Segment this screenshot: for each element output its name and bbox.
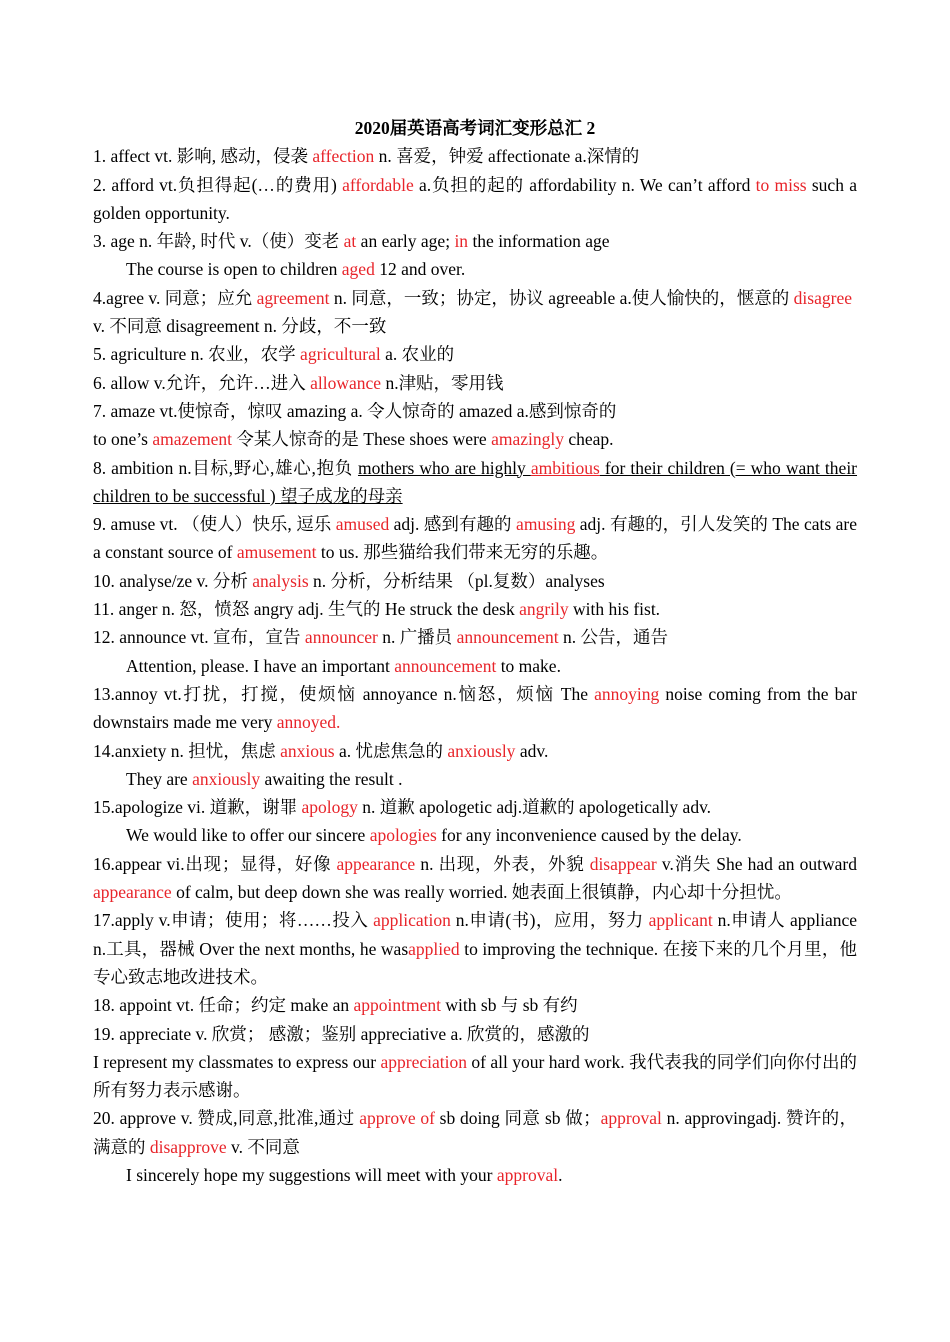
- text-segment: a. 忧虑焦急的: [334, 740, 448, 761]
- text-segment: n. 喜爱，钟爱 affectionate a.深情的: [374, 146, 640, 167]
- text-segment: awaiting the result .: [260, 768, 403, 789]
- text-line: [93, 765, 857, 793]
- text-line: [93, 255, 857, 283]
- document-title: 2020届英语高考词汇变形总汇 2: [354, 118, 596, 138]
- highlighted-word: disapprove: [149, 1136, 227, 1157]
- highlighted-word: apology: [301, 797, 358, 818]
- highlighted-word: appointment: [353, 995, 442, 1016]
- highlighted-word: disappear: [589, 853, 657, 874]
- highlighted-word: annoying: [594, 683, 660, 704]
- text-segment: 13.annoy vt.打扰，打搅，使烦恼 annoyance n.恼怒，烦恼 The: [93, 683, 595, 704]
- highlighted-word: approval: [600, 1108, 662, 1129]
- highlighted-word: appearance: [93, 882, 172, 903]
- text-line: [93, 171, 857, 228]
- highlighted-word: affection: [312, 146, 375, 167]
- text-segment: I represent my classmates to express our: [93, 1051, 381, 1072]
- text-segment: noise coming from the bar downstairs made me very: [93, 683, 857, 733]
- text-line: [93, 793, 857, 821]
- text-segment: They are: [126, 768, 193, 789]
- text-line: [93, 142, 857, 170]
- text-segment: a.负担的起的 affordability n. We can’t afford: [413, 174, 756, 195]
- text-line: [93, 284, 857, 341]
- text-line: [93, 454, 857, 511]
- text-segment: for their children (= who want their children to be successful ) 望子成龙的母亲: [93, 457, 858, 506]
- text-segment: 12. announce vt. 宣布，宣告: [93, 627, 305, 648]
- text-segment: a. 农业的: [380, 344, 455, 365]
- text-segment: v. 不同意: [226, 1136, 300, 1157]
- text-segment: 11. anger n. 怒，愤怒 angry adj. 生气的 He struck the desk: [93, 599, 520, 620]
- text-segment: adj. 有趣的，引人发笑的 The cats are a constant source of: [93, 514, 858, 563]
- text-segment: to improving the technique. 在接下来的几个月里，他专心致志地改进技术。: [93, 938, 857, 987]
- highlighted-word: amusement: [236, 542, 317, 563]
- text-line: [93, 227, 857, 255]
- highlighted-word: angrily: [519, 599, 569, 620]
- text-segment: 1. affect vt. 影响, 感动，侵袭: [93, 146, 313, 167]
- text-line: [93, 567, 857, 595]
- text-segment: 8. ambition n.目标,野心,雄心,抱负: [93, 457, 358, 478]
- text-line: [93, 425, 857, 453]
- text-line: [93, 991, 857, 1019]
- document-page: [93, 114, 857, 1189]
- highlighted-word: application: [373, 910, 451, 931]
- text-segment: to one’s: [93, 429, 153, 450]
- text-line: [93, 652, 857, 680]
- text-segment: adj. 感到有趣的: [389, 514, 517, 535]
- highlighted-word: amusing: [516, 514, 576, 535]
- text-segment: v.消失 She had an outward: [656, 853, 857, 874]
- text-segment: .: [558, 1164, 563, 1185]
- highlighted-word: in: [454, 231, 469, 252]
- text-line: [93, 850, 857, 907]
- highlighted-word: agricultural: [300, 344, 381, 365]
- highlighted-word: approval: [496, 1164, 559, 1185]
- text-line: [93, 397, 857, 425]
- text-line: [93, 623, 857, 651]
- highlighted-word: amazingly: [491, 429, 564, 450]
- text-line: [93, 369, 857, 397]
- text-segment: an early age;: [356, 231, 455, 252]
- highlighted-word: ambitious: [530, 457, 600, 478]
- highlighted-word: disagree: [793, 287, 852, 308]
- highlighted-word: appearance: [336, 853, 416, 874]
- highlighted-word: appreciation: [380, 1051, 467, 1072]
- text-line: [93, 737, 857, 765]
- text-segment: of all your hard work. 我代表我的同学们向你付出的所有努力表示感谢。: [93, 1051, 857, 1101]
- highlighted-word: amused: [335, 514, 390, 535]
- text-segment: cheap.: [563, 429, 614, 450]
- text-segment: with sb 与 sb 有约: [441, 995, 578, 1016]
- text-line: [93, 1104, 857, 1161]
- document-body: [93, 142, 857, 1189]
- text-line: [93, 1161, 857, 1189]
- text-segment: v. 不同意 disagreement n. 分歧，不一致: [93, 316, 387, 337]
- text-segment: n.津贴，零用钱: [381, 372, 504, 393]
- text-line: [93, 1020, 857, 1048]
- text-segment: 20. approve v. 赞成,同意,批准,通过: [93, 1108, 360, 1129]
- highlighted-word: affordable: [342, 174, 414, 195]
- text-segment: n. 公告，通告: [558, 627, 668, 648]
- text-line: [93, 595, 857, 623]
- text-line: [93, 1048, 857, 1105]
- highlighted-word: approve of: [359, 1108, 435, 1129]
- text-segment: 9. amuse vt. （使人）快乐, 逗乐: [93, 514, 336, 535]
- text-segment: 4.agree v. 同意；应允: [93, 287, 257, 308]
- text-line: [93, 340, 857, 368]
- text-segment: for any inconvenience caused by the delay.: [436, 825, 742, 846]
- highlighted-word: applicant: [648, 910, 713, 931]
- text-segment: 令某人惊奇的是 These shoes were: [232, 429, 492, 450]
- highlighted-word: announcement: [456, 627, 559, 648]
- text-segment: n. 同意，一致；协定，协议 agreeable a.使人愉快的，惬意的: [329, 287, 794, 308]
- text-segment: n.申请人 appliance n.工具，器械 Over the next months, he was: [93, 910, 857, 959]
- text-segment: We would like to offer our sincere: [126, 825, 370, 846]
- text-line: [93, 680, 857, 737]
- highlighted-word: aged: [341, 259, 375, 280]
- highlighted-word: to miss: [755, 174, 807, 195]
- highlighted-word: at: [343, 231, 357, 252]
- text-segment: 5. agriculture n. 农业，农学: [93, 344, 301, 365]
- highlighted-word: annoyed.: [276, 712, 341, 733]
- text-segment: 16.appear vi.出现；显得，好像: [93, 853, 337, 874]
- highlighted-word: anxiously: [447, 740, 516, 761]
- highlighted-word: anxiously: [192, 768, 261, 789]
- highlighted-word: anxious: [280, 740, 335, 761]
- text-segment: 18. appoint vt. 任命；约定 make an: [93, 995, 354, 1016]
- text-segment: 10. analyse/ze v. 分析: [93, 570, 253, 591]
- highlighted-word: analysis: [252, 570, 309, 591]
- text-segment: to us. 那些猫给我们带来无穷的乐趣。: [316, 542, 609, 563]
- text-segment: the information age: [468, 231, 610, 252]
- text-segment: n. 道歉 apologetic adj.道歉的 apologetically adv.: [357, 797, 712, 818]
- text-segment: mothers who are highly: [357, 457, 531, 478]
- text-segment: 2. afford vt.负担得起(…的费用): [93, 174, 343, 195]
- text-segment: I sincerely hope my suggestions will meet with your: [126, 1164, 497, 1185]
- text-segment: n. 广播员: [377, 627, 457, 648]
- text-segment: 12 and over.: [374, 259, 466, 280]
- text-segment: adv.: [515, 740, 549, 761]
- text-segment: with his fist.: [568, 599, 661, 620]
- text-segment: 3. age n. 年龄, 时代 v.（使）变老: [93, 231, 344, 252]
- text-segment: The course is open to children: [126, 259, 342, 280]
- text-segment: n. 分析，分析结果 （pl.复数）analyses: [308, 570, 605, 591]
- highlighted-word: agreement: [256, 287, 330, 308]
- text-line: [93, 906, 857, 991]
- text-segment: n.申请(书)，应用，努力: [450, 910, 649, 931]
- text-segment: of calm, but deep down she was really worried. 她表面上很镇静，内心却十分担忧。: [171, 882, 792, 903]
- text-segment: sb doing 同意 sb 做；: [434, 1108, 601, 1129]
- text-segment: 19. appreciate v. 欣赏； 感激；鉴别 appreciative a. 欣赏的，感激的: [93, 1023, 590, 1044]
- text-segment: 6. allow v.允许，允许…进入: [93, 372, 311, 393]
- text-line: [93, 821, 857, 849]
- highlighted-word: announcement: [394, 655, 497, 676]
- text-segment: n. approvingadj. 赞许的，满意的: [93, 1108, 858, 1157]
- highlighted-word: apologies: [369, 825, 437, 846]
- highlighted-word: announcer: [304, 627, 378, 648]
- text-segment: such a golden opportunity.: [93, 174, 857, 223]
- text-line: [93, 510, 857, 567]
- text-segment: to make.: [496, 655, 561, 676]
- text-segment: 17.apply v.申请；使用；将……投入: [93, 910, 374, 931]
- text-segment: 15.apologize vi. 道歉，谢罪: [93, 797, 302, 818]
- text-segment: n. 出现，外表，外貌: [415, 853, 590, 874]
- highlighted-word: allowance: [310, 372, 382, 393]
- text-segment: 7. amaze vt.使惊奇，惊叹 amazing a. 令人惊奇的 amazed a.感到惊奇的: [93, 400, 617, 421]
- highlighted-word: amazement: [152, 429, 232, 450]
- highlighted-word: applied: [408, 938, 460, 959]
- text-segment: 14.anxiety n. 担忧，焦虑: [93, 740, 281, 761]
- text-segment: Attention, please. I have an important: [126, 655, 395, 676]
